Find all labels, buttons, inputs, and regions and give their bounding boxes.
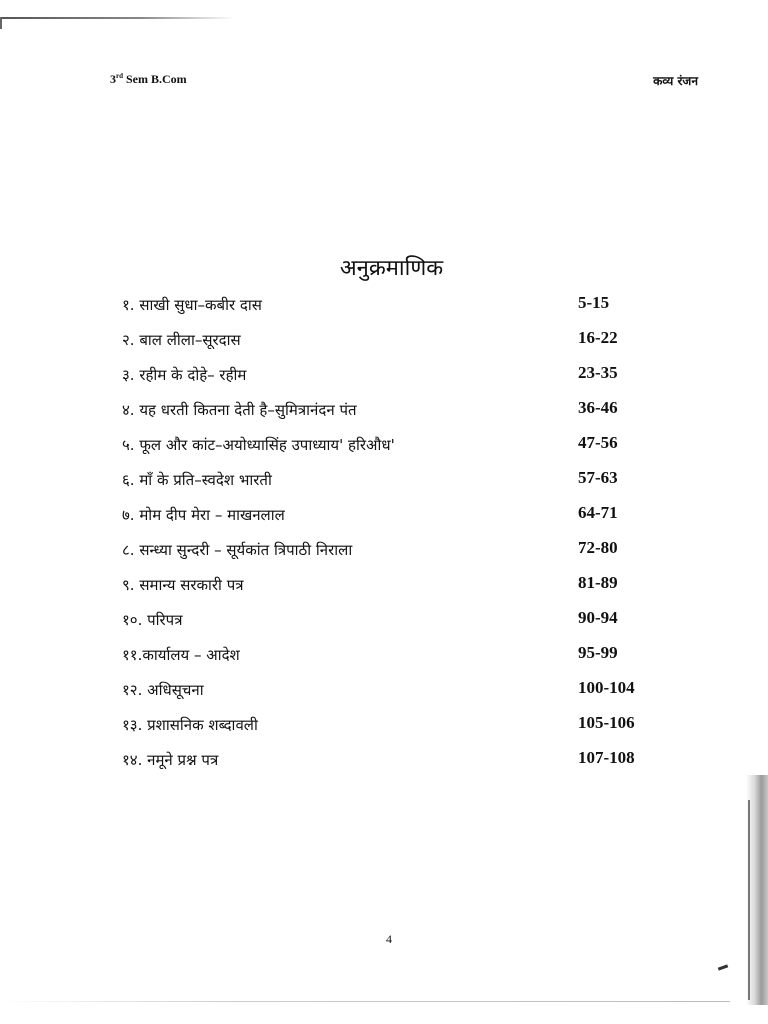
toc-entry-label: ४. यह धरती कितना देती है–सुमित्रानंदन पंत — [122, 401, 357, 419]
toc-entry-pages: 105-106 — [578, 713, 635, 732]
toc-entry-pages: 23-35 — [578, 363, 618, 382]
header-course-prefix: 3 — [110, 72, 116, 86]
toc-entry-pages: 95-99 — [578, 643, 618, 662]
toc-entry-label: २. बाल लीला–सूरदास — [122, 331, 241, 349]
scan-edge-top — [0, 17, 235, 19]
toc-entry-label: ११.कार्यालय – आदेश — [122, 646, 240, 664]
toc-entry-label: १३. प्रशासनिक शब्दावली — [122, 716, 258, 734]
toc-entry-pages: 5-15 — [578, 293, 610, 312]
scan-edge-right-line — [748, 800, 750, 1000]
toc-entry-pages: 107-108 — [578, 748, 635, 767]
scan-edge-left — [0, 17, 2, 29]
toc-row — [122, 430, 652, 465]
toc-entry-label: १४. नमूने प्रश्न पत्र — [122, 751, 219, 769]
toc-entry-label: १. साखी सुधा–कबीर दास — [122, 296, 262, 314]
toc-entry-label: ९. समान्य सरकारी पत्र — [122, 576, 244, 594]
toc-entry-label: १०. परिपत्र — [122, 611, 183, 629]
toc-row — [122, 640, 652, 675]
scan-mark — [718, 964, 728, 970]
toc-entry-label: ७. मोम दीप मेरा – माखनलाल — [122, 506, 285, 524]
toc-entry-pages: 81-89 — [578, 573, 618, 592]
toc-entry-pages: 16-22 — [578, 328, 618, 347]
toc-entry-label: ८. सन्ध्या सुन्दरी – सूर्यकांत त्रिपाठी निराला — [122, 541, 353, 559]
toc-row — [122, 710, 652, 745]
toc-entry-pages: 64-71 — [578, 503, 618, 522]
toc-row — [122, 535, 652, 570]
toc-row — [122, 465, 652, 500]
toc-row — [122, 745, 652, 780]
toc-row — [122, 290, 652, 325]
header-course-sup: rd — [116, 72, 123, 80]
toc-entry-label: ३. रहीम के दोहे– रहीम — [122, 366, 247, 384]
toc-entry-pages: 100-104 — [578, 678, 635, 697]
toc-entry-pages: 90-94 — [578, 608, 618, 627]
toc-row — [122, 605, 652, 640]
toc-entry-pages: 36-46 — [578, 398, 618, 417]
header-course-suffix: Sem B.Com — [123, 72, 187, 86]
scan-edge-bottom — [0, 1001, 730, 1002]
toc-title: अनुक्रमाणिक — [339, 256, 444, 281]
toc-row — [122, 325, 652, 360]
toc-row — [122, 395, 652, 430]
toc-row — [122, 675, 652, 710]
toc-entry-label: १२. अधिसूचना — [122, 681, 204, 699]
toc-row — [122, 360, 652, 395]
toc-entry-label: ६. माँ के प्रति–स्वदेश भारती — [122, 471, 272, 489]
toc-row — [122, 570, 652, 605]
header-book-title: कव्य रंजन — [653, 74, 698, 88]
header-course — [110, 72, 187, 87]
toc-entry-pages: 72-80 — [578, 538, 618, 557]
page-number: 4 — [386, 932, 392, 946]
toc-entry-label: ५. फूल और कांट–अयोध्यासिंह उपाध्याय' हरिऔध' — [122, 436, 395, 454]
toc-list — [122, 290, 652, 780]
toc-entry-pages: 47-56 — [578, 433, 618, 452]
toc-row — [122, 500, 652, 535]
toc-entry-pages: 57-63 — [578, 468, 618, 487]
